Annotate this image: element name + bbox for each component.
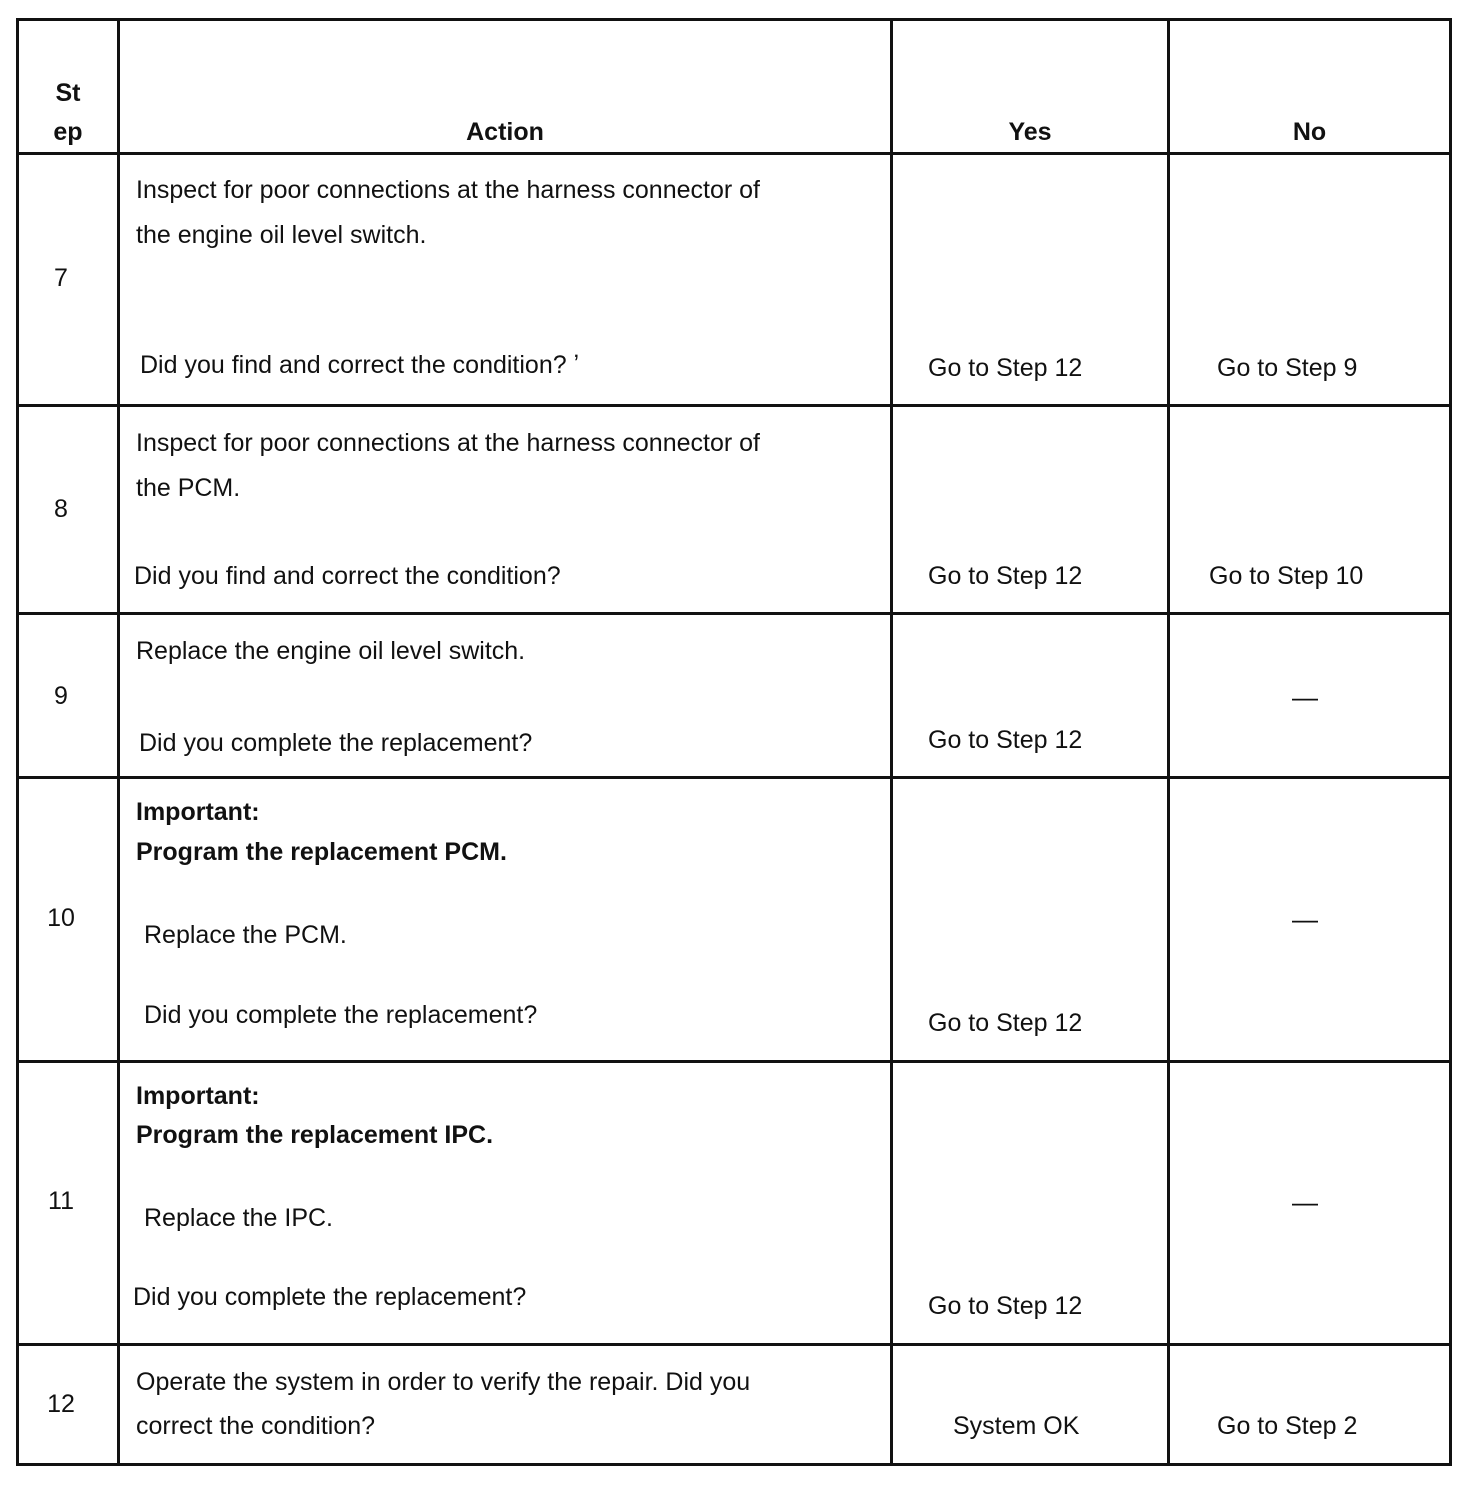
col-divider-action: [890, 18, 893, 1466]
no-result-10: —: [1292, 904, 1318, 934]
action-question-7: Did you find and correct the condition? ʼ: [140, 351, 580, 379]
yes-result-7: Go to Step 12: [928, 354, 1083, 382]
row-divider-9: [16, 776, 1452, 779]
step-number-11: 11: [48, 1187, 74, 1215]
header-action: Action: [466, 118, 544, 146]
step-number-8: 8: [54, 495, 68, 523]
yes-result-11: Go to Step 12: [928, 1292, 1083, 1320]
diagnostic-table: [16, 18, 1452, 1466]
action-question-10: Did you complete the replacement?: [144, 1001, 538, 1029]
row-divider-8: [16, 612, 1452, 615]
action-text-8-line2: the PCM.: [136, 474, 241, 502]
step-number-10: 10: [47, 904, 75, 932]
table-border-top: [16, 18, 1452, 21]
important-note-11: Program the replacement IPC.: [136, 1121, 494, 1149]
step-number-7: 7: [54, 264, 68, 292]
table-border-bottom: [16, 1463, 1452, 1466]
yes-result-8: Go to Step 12: [928, 562, 1083, 590]
no-result-11: —: [1292, 1187, 1318, 1217]
table-border-right: [1449, 18, 1452, 1466]
action-question-11: Did you complete the replacement?: [133, 1283, 527, 1311]
no-result-7: Go to Step 9: [1217, 354, 1358, 382]
important-label-11: Important:: [136, 1082, 260, 1110]
action-text-11: Replace the IPC.: [144, 1204, 333, 1232]
col-divider-step: [117, 18, 120, 1466]
header-yes: Yes: [1008, 118, 1052, 146]
action-text-7-line1: Inspect for poor connections at the harness connector of: [136, 176, 760, 204]
no-result-9: —: [1292, 682, 1318, 712]
important-label-10: Important:: [136, 798, 260, 826]
action-question-9: Did you complete the replacement?: [139, 729, 533, 757]
header-divider: [16, 152, 1452, 155]
yes-result-9: Go to Step 12: [928, 726, 1083, 754]
action-text-12-line1: Operate the system in order to verify the repair. Did you: [136, 1368, 751, 1396]
action-text-10: Replace the PCM.: [144, 921, 347, 949]
row-divider-11: [16, 1343, 1452, 1346]
table-border-left: [16, 18, 19, 1466]
row-divider-10: [16, 1060, 1452, 1063]
yes-result-12: System OK: [953, 1412, 1080, 1440]
important-note-10: Program the replacement PCM.: [136, 838, 507, 866]
action-text-12-line2: correct the condition?: [136, 1412, 376, 1440]
yes-result-10: Go to Step 12: [928, 1009, 1083, 1037]
action-text-9: Replace the engine oil level switch.: [136, 637, 526, 665]
header-no: No: [1292, 118, 1327, 146]
col-divider-yes: [1167, 18, 1170, 1466]
action-text-7-line2: the engine oil level switch.: [136, 221, 427, 249]
no-result-8: Go to Step 10: [1209, 562, 1364, 590]
step-number-12: 12: [47, 1390, 75, 1418]
step-number-9: 9: [54, 682, 68, 710]
no-result-12: Go to Step 2: [1217, 1412, 1358, 1440]
row-divider-7: [16, 404, 1452, 407]
action-question-8: Did you find and correct the condition?: [134, 562, 561, 590]
action-text-8-line1: Inspect for poor connections at the harness connector of: [136, 429, 760, 457]
header-step: St ep: [53, 79, 83, 146]
